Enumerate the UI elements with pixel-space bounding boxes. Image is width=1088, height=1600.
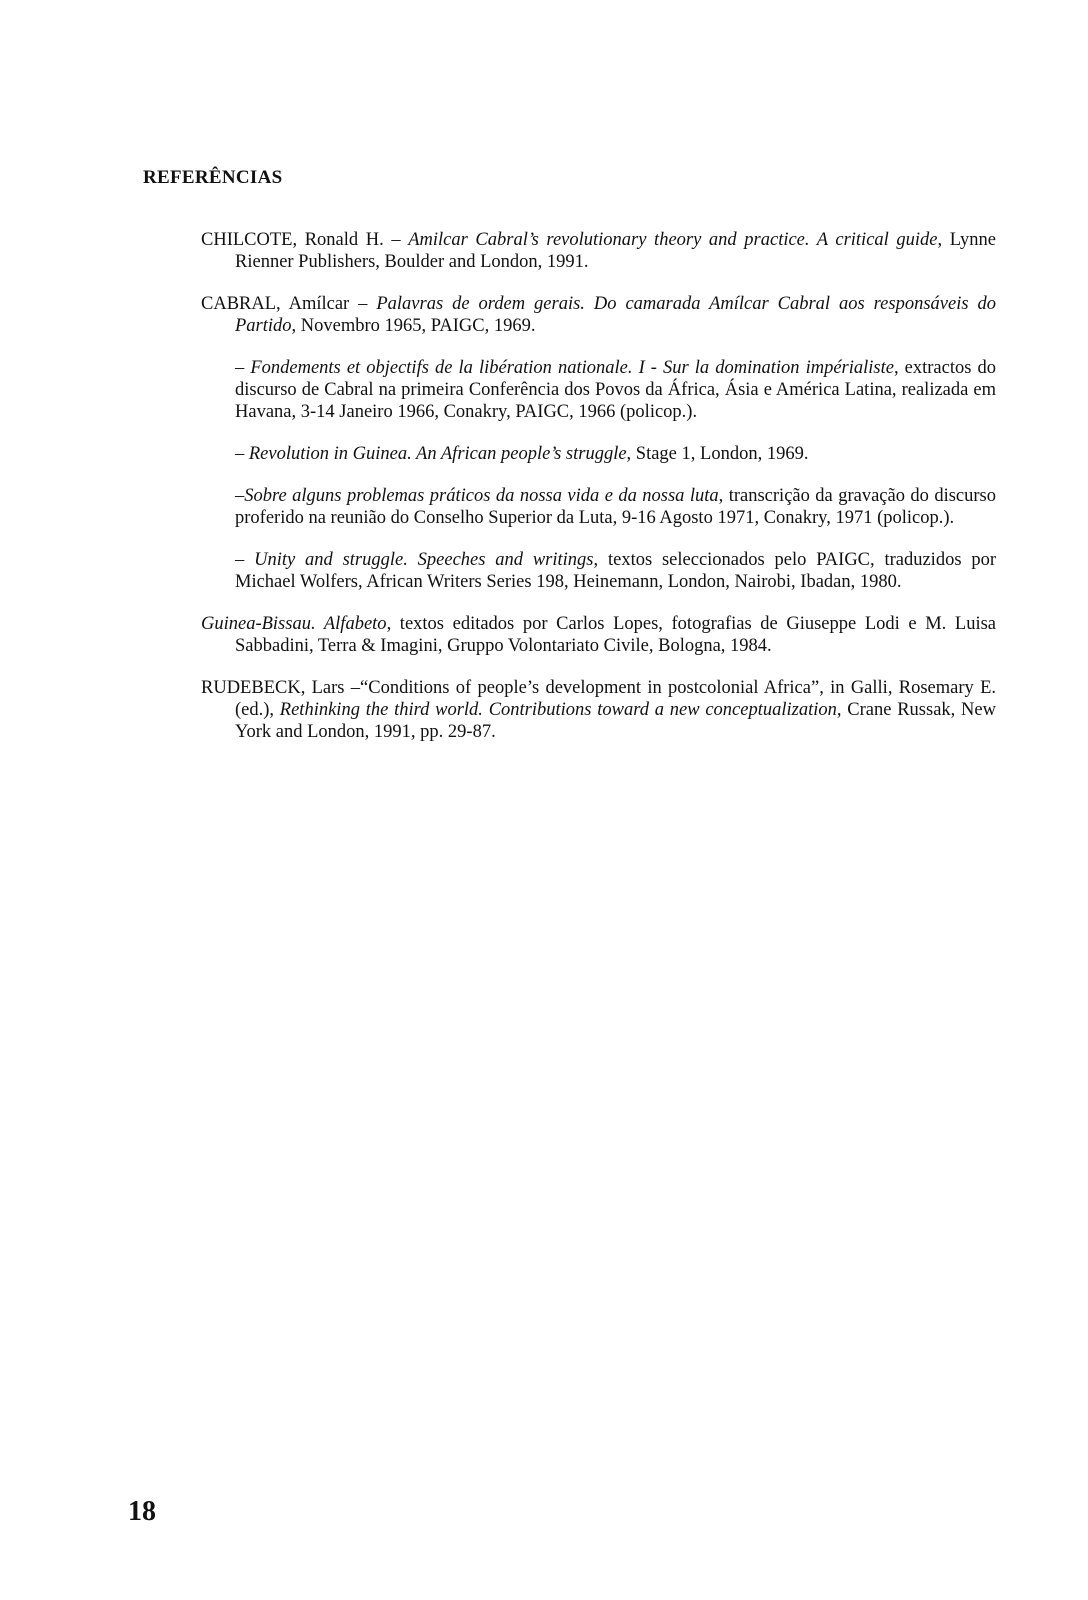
reference-entry	[201, 229, 996, 273]
reference-title: Palavras de ordem gerais. Do camarada Amílcar Cabral aos responsáveis do Partido	[235, 294, 996, 336]
reference-entry	[201, 613, 996, 657]
reference-text: , Novembro 1965, PAIGC, 1969.	[291, 316, 536, 336]
reference-text: –	[235, 444, 249, 464]
reference-text: CABRAL, Amílcar –	[201, 294, 377, 314]
reference-title: Unity and struggle. Speeches and writings	[254, 550, 594, 570]
reference-entry	[235, 443, 996, 465]
reference-text: , Crane Russak, New York and London, 1991, pp. 29-87.	[235, 700, 996, 742]
reference-entry	[235, 357, 996, 423]
reference-text: , Stage 1, London, 1969.	[626, 444, 809, 464]
reference-text: , extractos do discurso de Cabral na primeira Conferência dos Povos da África, Ásia e América Latina, realizada em Havana, 3-14 Janeiro 1966, Conakry, PAIGC, 1966 (policop.).	[235, 358, 996, 422]
reference-text: , Lynne Rienner Publishers, Boulder and London, 1991.	[235, 230, 996, 272]
reference-entry	[235, 485, 996, 529]
reference-text: –	[235, 358, 251, 378]
page-number: 18	[128, 1496, 156, 1527]
reference-entry	[235, 549, 996, 593]
reference-title: Fondements et objectifs de la libération nationale. I - Sur la domination impérialiste	[250, 358, 894, 378]
reference-text: , textos editados por Carlos Lopes, fotografias de Giuseppe Lodi e M. Luisa Sabbadini, Terra & Imagini, Gruppo Volontariato Civile, Bologna, 1984.	[235, 614, 997, 656]
reference-title: Sobre alguns problemas práticos da nossa vida e da nossa luta	[244, 486, 719, 506]
reference-text: , textos seleccionados pelo PAIGC, traduzidos por Michael Wolfers, African Writers Series 198, Heinemann, London, Nairobi, Ibadan, 1980.	[235, 550, 997, 592]
reference-title: Guinea-Bissau. Alfabeto	[201, 614, 387, 634]
reference-text: –	[235, 550, 255, 570]
reference-list	[201, 229, 996, 763]
reference-text: CHILCOTE, Ronald H. –	[201, 230, 409, 250]
reference-entry	[201, 677, 996, 743]
reference-entry	[201, 293, 996, 337]
references-heading: REFERÊNCIAS	[143, 167, 283, 188]
reference-text: , transcrição da gravação do discurso proferido na reunião do Conselho Superior da Luta, 9-16 Agosto 1971, Conakry, 1971 (policop.).	[235, 486, 996, 528]
reference-title: Rethinking the third world. Contributions toward a new conceptualization	[279, 700, 837, 720]
reference-title: Amilcar Cabral’s revolutionary theory and practice. A critical guide	[408, 230, 938, 250]
reference-text: RUDEBECK, Lars –“Conditions of people’s development in postcolonial Africa”, in Galli, Rosemary E. (ed.),	[201, 678, 996, 720]
reference-text: –	[235, 486, 245, 506]
reference-title: Revolution in Guinea. An African people’s struggle	[248, 444, 627, 464]
